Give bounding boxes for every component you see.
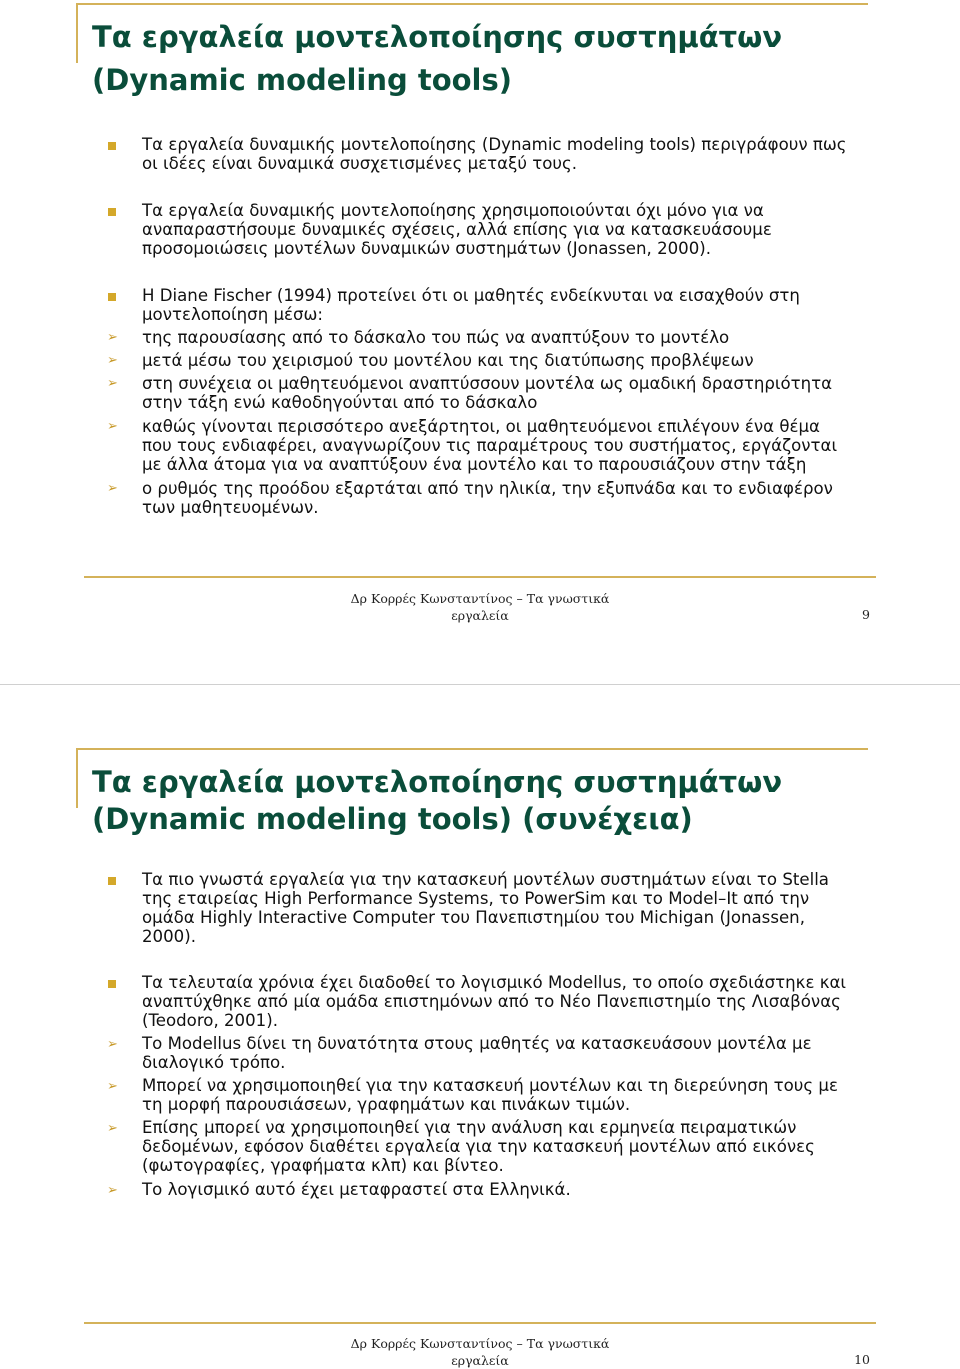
footer-author <box>300 1335 660 1369</box>
square-bullet-icon <box>107 139 119 151</box>
footer-line-2: εργαλεία <box>451 608 509 623</box>
title-frame-left-rule <box>76 748 78 808</box>
footer-rule <box>84 576 876 578</box>
list-item: μετά μέσω του χειρισμού του μοντέλου και της διατύπωσης προβλέψεων <box>142 351 754 370</box>
footer-rule <box>84 1322 876 1324</box>
list-item: Τα τελευταία χρόνια έχει διαδοθεί το λογισμικό Modellus, το οποίο σχεδιάστηκε και αναπτύχθηκε από μία ομάδα επιστημόνων από το Νέο Πανεπιστημίο της Λισαβόνας (Teodoro, 2001). <box>142 973 847 1030</box>
list-item: Μπορεί να χρησιμοποιηθεί για την κατασκευή μοντέλων και τη διερεύνηση τους με τη μορφή παρουσιάσεων, γραφημάτων και πινάκων τιμών. <box>142 1076 838 1114</box>
list-item: στη συνέχεια οι μαθητευόμενοι αναπτύσσουν μοντέλα ως ομαδική δραστηριότητα στην τάξη ενώ καθοδηγούνται από το δάσκαλο <box>142 374 833 412</box>
list-item: καθώς γίνονται περισσότερο ανεξάρτητοι, οι μαθητευόμενοι επιλέγουν ένα θέμα που τους ενδιαφέρει, αναγνωρίζουν τις παραμέτρους του συστήματος, εργάζονται με άλλα άτομα για να αναπτύξουν ένα μοντέλο και το παρουσιάζουν στην τάξη <box>142 417 838 474</box>
arrow-bullet-icon: ➢ <box>107 481 118 496</box>
arrow-bullet-icon: ➢ <box>107 353 118 368</box>
footer-author <box>300 590 660 624</box>
square-bullet-icon <box>107 874 119 886</box>
square-bullet-icon <box>107 290 119 302</box>
arrow-bullet-icon: ➢ <box>107 1079 118 1094</box>
slide-title: Τα εργαλεία μοντελοποίησης συστημάτων (Dynamic modeling tools) <box>92 20 783 97</box>
page-number: 9 <box>862 607 870 622</box>
arrow-bullet-icon: ➢ <box>107 1037 118 1052</box>
title-frame-top-rule <box>76 3 868 5</box>
list-item: Επίσης μπορεί να χρησιμοποιηθεί για την ανάλυση και ερμηνεία πειραματικών δεδομένων, εφόσον διαθέτει εργαλεία για την κατασκευή μοντέλων από εικόνες (φωτογραφίες, γραφήματα κλπ) και βίντεο. <box>142 1118 815 1175</box>
slide-10 <box>0 686 960 1369</box>
page-number: 10 <box>854 1352 870 1367</box>
slide-title: Τα εργαλεία μοντελοποίησης συστημάτων (Dynamic modeling tools) (συνέχεια) <box>92 765 783 836</box>
page-separator <box>0 684 960 685</box>
list-item: Τα εργαλεία δυναμικής μοντελοποίησης χρησιμοποιούνται όχι μόνο για να αναπαραστήσουμε δυναμικές σχέσεις, αλλά επίσης για να κατασκευάσουμε προσομοιώσεις μοντέλων δυναμικών συστημάτων (Jonassen, 2000). <box>142 201 772 258</box>
list-item: της παρουσίασης από το δάσκαλο του πώς να αναπτύξουν το μοντέλο <box>142 328 730 347</box>
arrow-bullet-icon: ➢ <box>107 419 118 434</box>
arrow-bullet-icon: ➢ <box>107 1121 118 1136</box>
list-item: Η Diane Fischer (1994) προτείνει ότι οι μαθητές ενδείκνυται να εισαχθούν στη μοντελοποίηση μέσω: <box>142 286 800 324</box>
list-item: Τα εργαλεία δυναμικής μοντελοποίησης (Dynamic modeling tools) περιγράφουν πως οι ιδέες είναι δυναμικά συσχετισμένες μεταξύ τους. <box>142 135 847 173</box>
arrow-bullet-icon: ➢ <box>107 376 118 391</box>
footer-line-1: Δρ Κορρές Κωνσταντίνος – Τα γνωστικά <box>350 591 610 606</box>
list-item: Το Modellus δίνει τη δυνατότητα στους μαθητές να κατασκευάσουν μοντέλα με διαλογικό τρόπο. <box>142 1034 812 1072</box>
footer-line-1: Δρ Κορρές Κωνσταντίνος – Τα γνωστικά <box>350 1336 610 1351</box>
title-frame-top-rule <box>76 748 868 750</box>
list-item: ο ρυθμός της προόδου εξαρτάται από την ηλικία, την εξυπνάδα και το ενδιαφέρον των μαθητευομένων. <box>142 479 833 517</box>
list-item: Το λογισμικό αυτό έχει μεταφραστεί στα Ελληνικά. <box>142 1180 571 1199</box>
footer-line-2: εργαλεία <box>451 1353 509 1368</box>
square-bullet-icon <box>107 205 119 217</box>
arrow-bullet-icon: ➢ <box>107 330 118 345</box>
title-frame-left-rule <box>76 3 78 63</box>
square-bullet-icon <box>107 977 119 989</box>
list-item: Τα πιο γνωστά εργαλεία για την κατασκευή μοντέλων συστημάτων είναι το Stella της εταιρείας High Performance Systems, το PowerSim και το Model–It από την ομάδα Highly Interactive Computer του Πανεπιστημίου του Michigan (Jonassen, 2000). <box>142 870 829 946</box>
arrow-bullet-icon: ➢ <box>107 1183 118 1198</box>
